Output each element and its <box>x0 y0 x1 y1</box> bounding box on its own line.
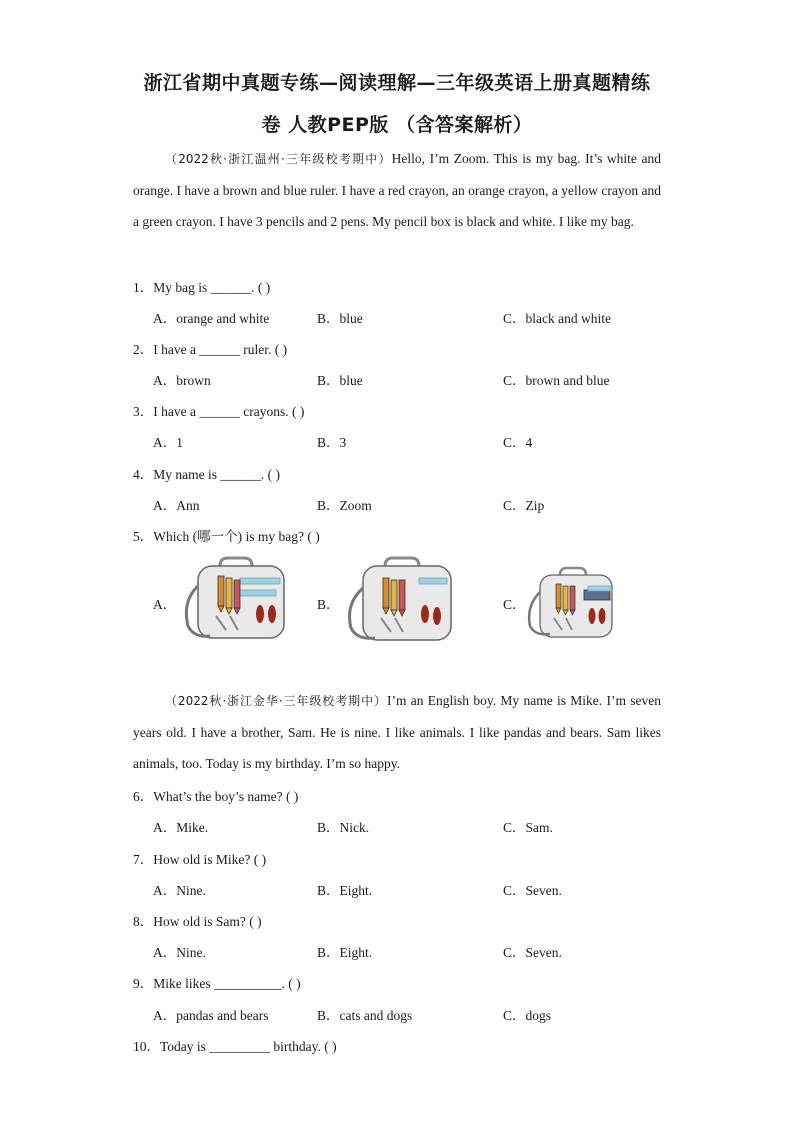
question-3-option-a[interactable]: A．1 <box>153 435 183 450</box>
question-4: 4．My name is ______. ( ) <box>133 467 280 482</box>
question-2: 2．I have a ______ ruler. ( ) <box>133 342 288 357</box>
question-1: 1．My bag is ______. ( ) <box>133 280 271 295</box>
question-5-option-c[interactable]: C． <box>503 597 526 612</box>
question-6-option-b[interactable]: B．Nick. <box>317 820 370 835</box>
question-1-option-c[interactable]: C．black and white <box>503 311 611 326</box>
question-8-option-b[interactable]: B．Eight. <box>317 945 373 960</box>
question-9-option-a[interactable]: A．pandas and bears <box>153 1008 269 1023</box>
question-9-option-c[interactable]: C．dogs <box>503 1008 552 1023</box>
question-3-option-b[interactable]: B．3 <box>317 435 347 450</box>
question-10: 10．Today is _________ birthday. ( ) <box>133 1039 337 1054</box>
question-9: 9．Mike likes __________. ( ) <box>133 976 301 991</box>
question-5-option-a[interactable]: A． <box>153 597 177 612</box>
question-5: 5．Which (哪一个) is my bag? ( ) <box>133 529 320 544</box>
question-1-option-b[interactable]: B．blue <box>317 311 363 326</box>
question-6-option-a[interactable]: A．Mike. <box>153 820 209 835</box>
bag-c-image[interactable] <box>524 566 616 640</box>
question-2-option-b[interactable]: B．blue <box>317 373 363 388</box>
bag-a-image[interactable] <box>180 556 292 642</box>
passage-1 <box>133 143 661 237</box>
passage-1-source: （2022秋·浙江温州·三年级校考期中） <box>165 152 392 166</box>
question-2-option-a[interactable]: A．brown <box>153 373 211 388</box>
question-4-option-c[interactable]: C．Zip <box>503 498 545 513</box>
question-7-option-a[interactable]: A．Nine. <box>153 883 206 898</box>
question-4-option-b[interactable]: B．Zoom <box>317 498 372 513</box>
question-4-option-a[interactable]: A．Ann <box>153 498 200 513</box>
page-title-line-2: 卷 人教PEP版 （含答案解析） <box>261 114 533 136</box>
passage-1-text: Hello, I’m Zoom. This is my bag. It’s white and orange. I have a brown and blue ruler. I have a red crayon, an orange crayon, a yellow crayon and a green crayon. I have 3 pencils and 2 pens. My pencil box is black and white. I like my bag. <box>133 151 661 229</box>
question-8: 8．How old is Sam? ( ) <box>133 914 262 929</box>
question-1-option-a[interactable]: A．orange and white <box>153 311 270 326</box>
question-3-option-c[interactable]: C．4 <box>503 435 533 450</box>
question-3: 3．I have a ______ crayons. ( ) <box>133 404 305 419</box>
question-8-option-c[interactable]: C．Seven. <box>503 945 562 960</box>
question-9-option-b[interactable]: B．cats and dogs <box>317 1008 413 1023</box>
question-2-option-c[interactable]: C．brown and blue <box>503 373 610 388</box>
passage-2-text: I’m an English boy. My name is Mike. I’m seven years old. I have a brother, Sam. He is nine. I like animals. I like pandas and bears. Sam likes animals, too. Today is my birthday. I’m so happy. <box>133 693 662 771</box>
question-8-option-a[interactable]: A．Nine. <box>153 945 206 960</box>
passage-2 <box>133 685 661 779</box>
question-5-option-b[interactable]: B． <box>317 597 340 612</box>
page-title-line-1: 浙江省期中真题专练—阅读理解—三年级英语上册真题精练 <box>143 72 651 94</box>
passage-2-source: （2022秋·浙江金华·三年级校考期中） <box>165 694 387 708</box>
question-7: 7．How old is Mike? ( ) <box>133 852 267 867</box>
bag-b-image[interactable] <box>343 556 458 644</box>
question-7-option-b[interactable]: B．Eight. <box>317 883 373 898</box>
question-7-option-c[interactable]: C．Seven. <box>503 883 562 898</box>
question-6: 6．What’s the boy’s name? ( ) <box>133 789 299 804</box>
question-6-option-c[interactable]: C．Sam. <box>503 820 553 835</box>
